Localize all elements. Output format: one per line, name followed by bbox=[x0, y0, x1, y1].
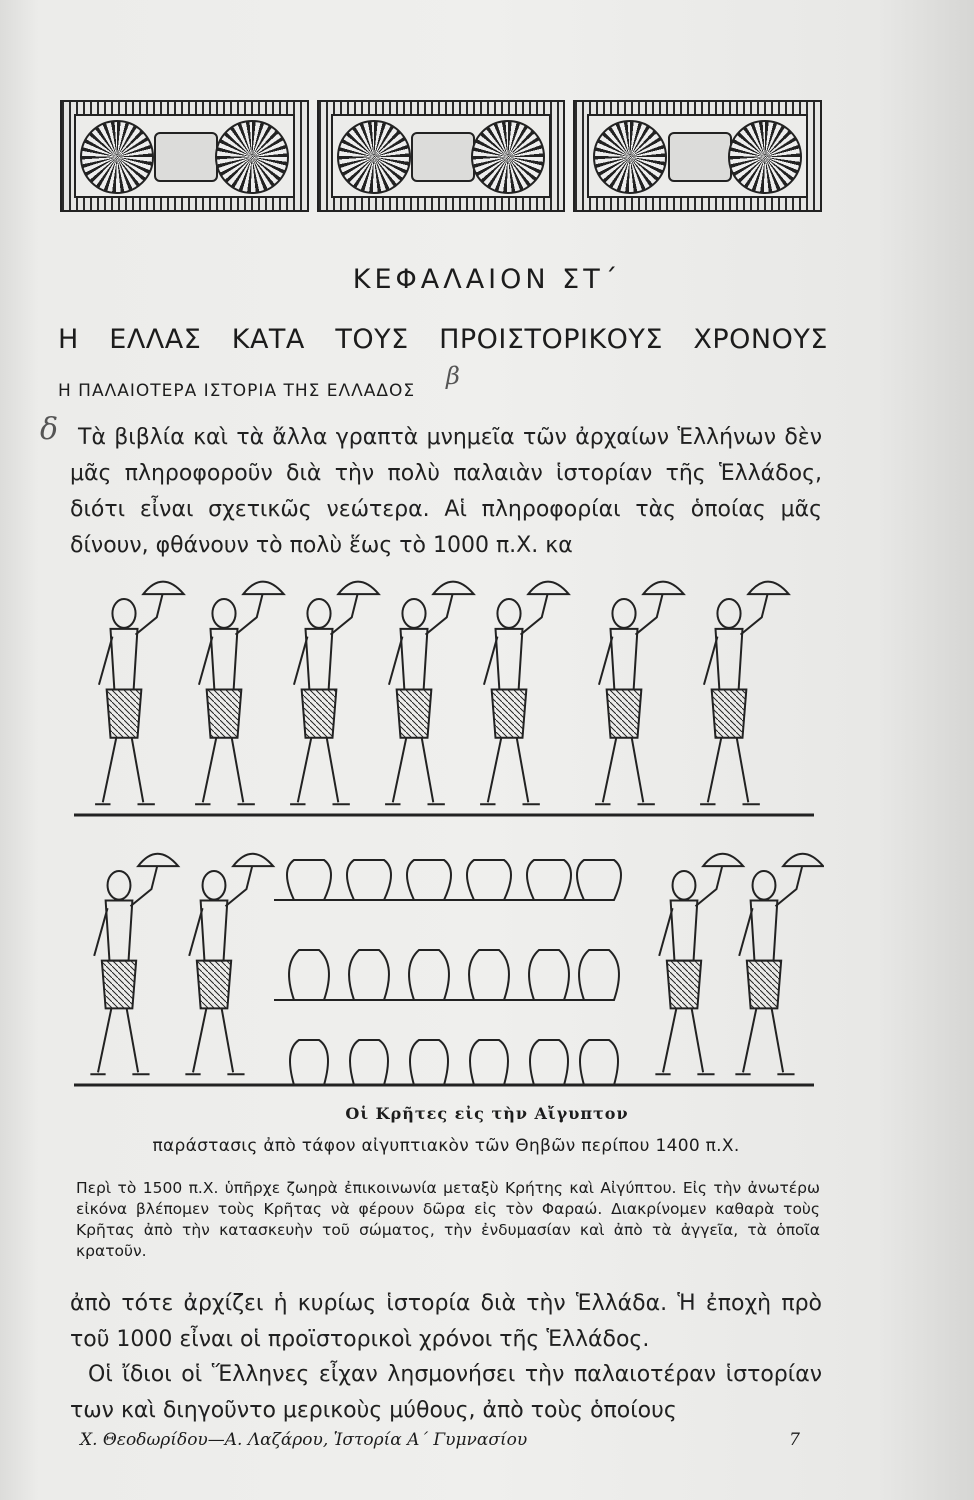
vessel-icon bbox=[470, 1040, 508, 1085]
bearer-figure bbox=[480, 582, 569, 805]
vessel-icon bbox=[577, 860, 621, 900]
bearer-figure bbox=[185, 854, 273, 1075]
bearer-figure bbox=[700, 582, 789, 805]
vessel-icon bbox=[349, 950, 389, 1000]
rosette-icon bbox=[337, 120, 411, 194]
bearer-figure bbox=[735, 854, 823, 1075]
vessel-icon bbox=[529, 950, 569, 1000]
vessel-icon bbox=[347, 860, 391, 900]
handwritten-note: β bbox=[446, 362, 460, 390]
title-word: ΧΡΟΝΟΥΣ bbox=[693, 324, 828, 355]
bearer-figure bbox=[595, 582, 684, 805]
vessel-icon bbox=[289, 950, 329, 1000]
rosette-icon bbox=[728, 120, 802, 194]
vessel-icon bbox=[469, 950, 509, 1000]
vessel-icon bbox=[287, 860, 331, 900]
vessel-icon bbox=[409, 950, 449, 1000]
vessel-icon bbox=[467, 860, 511, 900]
page-footer bbox=[80, 1430, 800, 1450]
banner-panel-right bbox=[573, 100, 822, 212]
banner-center-motif bbox=[154, 132, 218, 182]
section-subtitle: Η ΠΑΛΑΙΟΤΕΡΑ ΙΣΤΟΡΙΑ ΤΗΣ ΕΛΛΑΔΟΣ bbox=[58, 381, 416, 401]
vessel-icon bbox=[410, 1040, 448, 1085]
banner-center-motif bbox=[411, 132, 475, 182]
handwritten-note: δ bbox=[40, 412, 59, 447]
lower-register bbox=[90, 854, 823, 1085]
upper-register bbox=[95, 582, 789, 805]
title-word: Η bbox=[58, 324, 79, 355]
banner-panel-middle bbox=[317, 100, 566, 212]
vessel-icon bbox=[580, 1040, 618, 1085]
vessel-icon bbox=[579, 950, 619, 1000]
chapter-heading: ΚΕΦΑΛΑΙΟΝ ΣΤ΄ bbox=[352, 264, 622, 295]
bearer-figure bbox=[195, 582, 284, 805]
figure-caption-title: Οἱ Κρῆτες εἰς τὴν Αἴγυπτον bbox=[345, 1104, 629, 1123]
figure-caption-subtitle: παράστασις ἀπὸ τάφον αἰγυπτιακὸν τῶν Θηβῶν περίπου 1400 π.Χ. bbox=[152, 1136, 740, 1156]
vessel-icon bbox=[530, 1040, 568, 1085]
title-word: ΤΟΥΣ bbox=[335, 324, 409, 355]
footer-authors: Χ. Θεοδωρίδου—Α. Λαζάρου, Ἱστορία Α΄ Γυμνασίου bbox=[80, 1430, 528, 1450]
bearer-figure bbox=[290, 582, 379, 805]
rosette-icon bbox=[593, 120, 667, 194]
offerings-shelves bbox=[274, 860, 621, 1085]
bearer-figure bbox=[385, 582, 474, 805]
vessel-icon bbox=[407, 860, 451, 900]
page-title bbox=[58, 324, 828, 355]
paragraph-myths: Οἱ ἴδιοι οἱ Ἕλληνες εἶχαν λησμονήσει τὴν παλαιοτέραν ἱστορίαν των καὶ διηγοῦντο μερικοὺς μύθους, ἀπὸ τοὺς ὁποίους bbox=[70, 1362, 822, 1423]
fresco-illustration bbox=[64, 570, 824, 1095]
title-word: ΠΡΟΙΣΤΟΡΙΚΟΥΣ bbox=[439, 324, 663, 355]
title-word: ΕΛΛΑΣ bbox=[109, 324, 202, 355]
paragraph-intro: Τὰ βιβλία καὶ τὰ ἄλλα γραπτὰ μνημεῖα τῶν ἀρχαίων Ἑλλήνων δὲν μᾶς πληροφοροῦν διὰ τὴν πολὺ παλαιὰν ἱστορίαν τῆς Ἑλλάδος, διότι εἶναι σχετικῶς νεώτερα. Αἱ πληροφορίαι τὰς ὁποίας μᾶς δίνουν, φθάνουν τὸ πολὺ ἕως τὸ 1000 π.Χ. κα bbox=[70, 425, 822, 558]
tribute-bearers-drawing bbox=[64, 570, 824, 1095]
rosette-icon bbox=[215, 120, 289, 194]
title-word: ΚΑΤΑ bbox=[231, 324, 305, 355]
rosette-icon bbox=[80, 120, 154, 194]
vessel-icon bbox=[350, 1040, 388, 1085]
bearer-figure bbox=[655, 854, 743, 1075]
decorative-header-banner bbox=[60, 100, 822, 212]
rosette-icon bbox=[471, 120, 545, 194]
paragraph-continuation: ἀπὸ τότε ἀρχίζει ἡ κυρίως ἱστορία διὰ τὴν Ἑλλάδα. Ἡ ἐποχὴ πρὸ τοῦ 1000 εἶναι οἱ προϊστορικοὶ χρόνοι τῆς Ἑλλάδος. bbox=[70, 1291, 822, 1352]
vessel-icon bbox=[290, 1040, 328, 1085]
page-number: 7 bbox=[789, 1430, 800, 1450]
vessel-icon bbox=[527, 860, 571, 900]
banner-center-motif bbox=[668, 132, 732, 182]
banner-panel-left bbox=[60, 100, 309, 212]
bearer-figure bbox=[95, 582, 184, 805]
figure-caption-text: Περὶ τὸ 1500 π.Χ. ὑπῆρχε ζωηρὰ ἐπικοινωνία μεταξὺ Κρήτης καὶ Αἰγύπτου. Εἰς τὴν ἀνωτέρω εἰκόνα βλέπομεν τοὺς Κρῆτας νὰ φέρουν δῶρα εἰς τὸν Φαραώ. Διακρίνομεν καθαρὰ τοὺς Κρῆτας ἀπὸ τὴν κατασκευὴν τοῦ σώματος, τὴν ἐνδυμασίαν καὶ ἀπὸ τὰ ἀγγεῖα, τὰ ὁποῖα κρατοῦν. bbox=[76, 1179, 820, 1260]
bearer-figure bbox=[90, 854, 178, 1075]
